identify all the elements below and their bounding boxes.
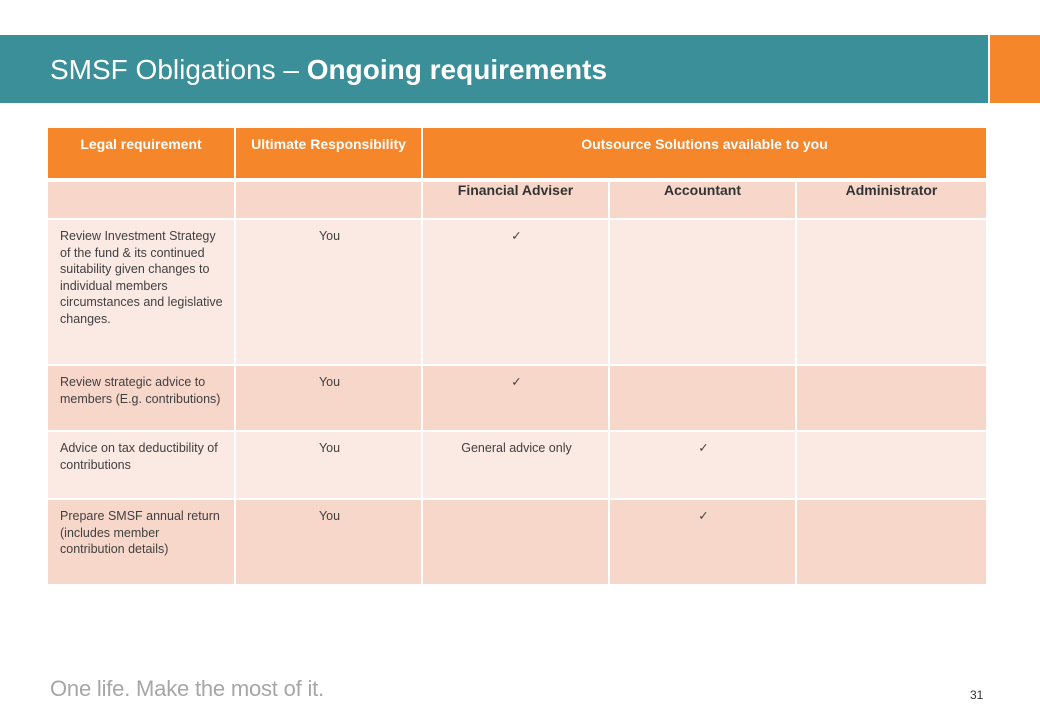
accountant-cell: ✓ (610, 500, 797, 586)
header-legal-requirement: Legal requirement (48, 128, 236, 182)
administrator-cell (797, 220, 986, 366)
page-number: 31 (970, 688, 984, 702)
table-row (48, 220, 986, 366)
subheader-blank-1 (48, 182, 236, 220)
responsibility-cell: You (236, 220, 423, 366)
responsibility-cell: You (236, 366, 423, 432)
adviser-cell: General advice only (423, 432, 610, 500)
subheader-row (48, 182, 986, 220)
requirements-table (48, 128, 986, 586)
administrator-cell (797, 432, 986, 500)
responsibility-cell: You (236, 500, 423, 586)
table-row (48, 366, 986, 432)
subheader-administrator: Administrator (797, 182, 986, 220)
table-row (48, 500, 986, 586)
subheader-blank-2 (236, 182, 423, 220)
accountant-cell (610, 366, 797, 432)
page-title (50, 53, 607, 87)
table-row (48, 432, 986, 500)
header-outsource-solutions: Outsource Solutions available to you (423, 128, 986, 182)
responsibility-cell: You (236, 432, 423, 500)
adviser-cell: ✓ (423, 366, 610, 432)
requirement-cell: Advice on tax deductibility of contributions (48, 432, 236, 500)
title-accent-block (990, 35, 1040, 103)
subheader-financial-adviser: Financial Adviser (423, 182, 610, 220)
header-row (48, 128, 986, 182)
accountant-cell (610, 220, 797, 366)
requirement-cell: Review strategic advice to members (E.g. contributions) (48, 366, 236, 432)
administrator-cell (797, 366, 986, 432)
requirement-cell: Review Investment Strategy of the fund & its continued suitability given changes to individual members circumstances and legislative changes. (48, 220, 236, 366)
subheader-accountant: Accountant (610, 182, 797, 220)
title-prefix: SMSF Obligations – (50, 54, 307, 85)
header-ultimate-responsibility: Ultimate Responsibility (236, 128, 423, 182)
administrator-cell (797, 500, 986, 586)
brand-tagline: One life. Make the most of it. (50, 676, 325, 701)
requirement-cell: Prepare SMSF annual return (includes member contribution details) (48, 500, 236, 586)
adviser-cell: ✓ (423, 220, 610, 366)
title-bold: Ongoing requirements (306, 54, 608, 85)
accountant-cell: ✓ (610, 432, 797, 500)
adviser-cell (423, 500, 610, 586)
